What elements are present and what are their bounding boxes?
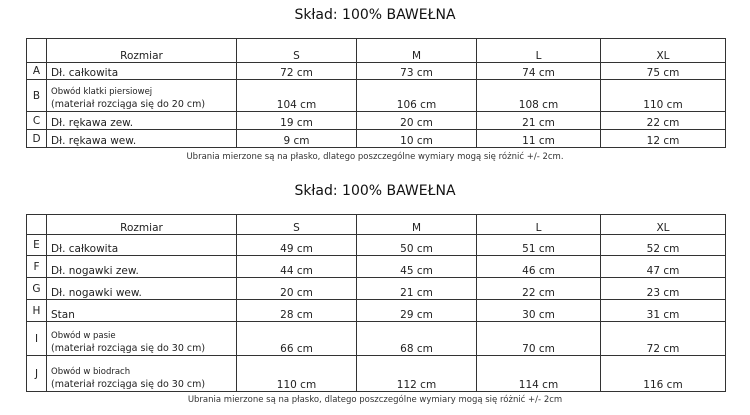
cell-xl: 22 cm [601, 112, 726, 130]
row-label: Obwód klatki piersiowej [51, 87, 153, 97]
row-label: Obwód w pasie [51, 331, 116, 341]
row-letter: A [27, 63, 47, 80]
size-table-bottom [26, 214, 726, 392]
row-label: Dł. całkowita [47, 63, 237, 80]
cell-l: 70 cm [477, 322, 601, 356]
cell-xl: 31 cm [601, 300, 726, 322]
row-letter: B [27, 80, 47, 112]
cell-s: 19 cm [237, 112, 357, 130]
cell-xl: 116 cm [601, 356, 726, 392]
measurement-note: Ubrania mierzone są na płasko, dlatego poszczególne wymiary mogą się różnić +/- 2cm [187, 395, 563, 405]
cell-s: 66 cm [237, 322, 357, 356]
cell-m: 29 cm [357, 300, 477, 322]
cell-m: 50 cm [357, 235, 477, 256]
header-l: L [477, 39, 601, 63]
row-letter: J [27, 356, 47, 392]
table-row [27, 278, 726, 300]
cell-xl: 47 cm [601, 256, 726, 278]
cell-xl: 52 cm [601, 235, 726, 256]
cell-m: 73 cm [357, 63, 477, 80]
table-row [27, 63, 726, 80]
table-row [27, 112, 726, 130]
row-letter: I [27, 322, 47, 356]
row-letter: H [27, 300, 47, 322]
size-table-top [26, 38, 726, 148]
cell-l: 51 cm [477, 235, 601, 256]
header-s: S [237, 215, 357, 235]
row-label: Stan [47, 300, 237, 322]
table-row [27, 322, 726, 356]
row-label: Dł. rękawa wew. [47, 130, 237, 148]
cell-l: 114 cm [477, 356, 601, 392]
row-letter: E [27, 235, 47, 256]
header-m: M [357, 39, 477, 63]
row-sublabel: (materiał rozciąga się do 30 cm) [51, 379, 206, 390]
cell-s: 20 cm [237, 278, 357, 300]
cell-m: 45 cm [357, 256, 477, 278]
cell-xl: 75 cm [601, 63, 726, 80]
cell-s: 44 cm [237, 256, 357, 278]
header-s: S [237, 39, 357, 63]
table-row [27, 300, 726, 322]
cell-l: 74 cm [477, 63, 601, 80]
cell-m: 106 cm [357, 80, 477, 112]
cell-l: 22 cm [477, 278, 601, 300]
header-m: M [357, 215, 477, 235]
table-header-row [27, 39, 726, 63]
cell-s: 9 cm [237, 130, 357, 148]
measurement-note: Ubrania mierzone są na płasko, dlatego poszczególne wymiary mogą się różnić +/- 2cm. [186, 152, 564, 162]
cell-xl: 72 cm [601, 322, 726, 356]
row-letter: G [27, 278, 47, 300]
cell-s: 28 cm [237, 300, 357, 322]
row-label: Dł. nogawki zew. [47, 256, 237, 278]
row-letter: C [27, 112, 47, 130]
table1-title: Skład: 100% BAWEŁNA [294, 7, 456, 23]
header-xl: XL [601, 39, 726, 63]
cell-m: 20 cm [357, 112, 477, 130]
row-label-cell [47, 322, 237, 356]
table-row [27, 130, 726, 148]
header-l: L [477, 215, 601, 235]
row-label: Dł. rękawa zew. [47, 112, 237, 130]
table-header-row [27, 215, 726, 235]
cell-s: 49 cm [237, 235, 357, 256]
row-label: Dł. nogawki wew. [47, 278, 237, 300]
header-rozmiar: Rozmiar [47, 39, 237, 63]
cell-m: 68 cm [357, 322, 477, 356]
cell-m: 10 cm [357, 130, 477, 148]
cell-xl: 23 cm [601, 278, 726, 300]
table-row [27, 356, 726, 392]
cell-xl: 110 cm [601, 80, 726, 112]
cell-xl: 12 cm [601, 130, 726, 148]
cell-s: 72 cm [237, 63, 357, 80]
row-letter: F [27, 256, 47, 278]
cell-l: 30 cm [477, 300, 601, 322]
cell-l: 46 cm [477, 256, 601, 278]
table-row [27, 256, 726, 278]
row-label: Dł. całkowita [47, 235, 237, 256]
cell-l: 11 cm [477, 130, 601, 148]
cell-m: 21 cm [357, 278, 477, 300]
header-corner [27, 215, 47, 235]
header-corner [27, 39, 47, 63]
cell-l: 21 cm [477, 112, 601, 130]
row-label-cell [47, 356, 237, 392]
cell-s: 110 cm [237, 356, 357, 392]
row-label: Obwód w biodrach [51, 367, 131, 377]
row-label-cell [47, 80, 237, 112]
row-letter: D [27, 130, 47, 148]
row-sublabel: (materiał rozciąga się do 30 cm) [51, 343, 206, 354]
cell-m: 112 cm [357, 356, 477, 392]
row-sublabel: (materiał rozciąga się do 20 cm) [51, 99, 206, 110]
table-row [27, 235, 726, 256]
cell-l: 108 cm [477, 80, 601, 112]
table-row [27, 80, 726, 112]
table2-title: Skład: 100% BAWEŁNA [294, 183, 456, 199]
cell-s: 104 cm [237, 80, 357, 112]
header-xl: XL [601, 215, 726, 235]
header-rozmiar: Rozmiar [47, 215, 237, 235]
